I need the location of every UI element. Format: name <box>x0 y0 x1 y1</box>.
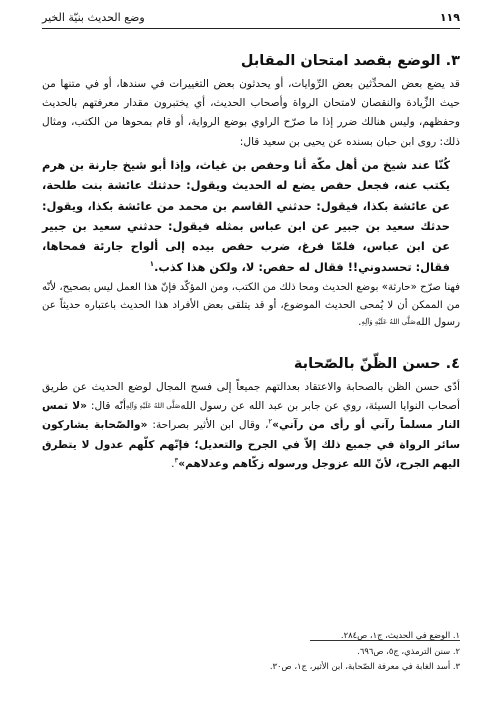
hadith-quote: «لا تمس النار مسلماً رآني أو رأى من رآني» <box>42 400 461 432</box>
section-3-intro-paragraph: قد يضع بعض المحدِّثين بعض الرِّوايات، أو يحدثون بعض التغييرات في سندها، أو في متنها من حيث الزِّيادة والنقصان لامتحان الرواة وأصحاب الحديث، أي يختبرون مقدار معرفتهم بالحديث وحفظهم، وليس هنالك ضرر إذا ما صرّح الراوي بوضع الرواية، أو قام بمحوها من الكتب، ومثال ذلك: روى ابن حبان بسنده عن يحيى بن سعيد قال: <box>42 78 460 148</box>
section-3-closing-paragraph <box>42 279 460 332</box>
running-title: وضع الحديث بنيّة الخير <box>42 11 145 24</box>
section-4-text-3: ، وقال ابن الأثير بصراحة: <box>147 419 269 432</box>
section-4-paragraph <box>42 378 460 474</box>
footnote-ref-1: ١ <box>149 260 155 269</box>
footnotes <box>42 628 460 675</box>
closing-text-end: . <box>358 317 362 329</box>
footnote-ref-3: ٣ <box>174 456 179 465</box>
salawat-honorific-icon-2: صَلَّى اللهُ عَلَيْهِ وَآلِهِ <box>125 401 181 410</box>
book-page <box>42 10 460 692</box>
section-4-heading: ٤. حسن الظّنّ بالصّحابة <box>293 356 460 373</box>
section-4-text-4: . <box>171 457 175 470</box>
salawat-honorific-icon: صَلَّى اللهُ عَلَيْهِ وَآلِهِ <box>361 317 416 326</box>
section-3-heading: ٣. الوضع بقصد امتحان المقابل <box>240 53 460 69</box>
footnote-1: ١. الوضع في الحديث، ج١، ص٢٨٤. <box>340 630 460 640</box>
footnote-2: ٢. سنن الترمذي، ج٥، ص٦٩٦. <box>357 645 460 656</box>
closing-text: فهنا صرّح «حارثة» بوضع الحديث ومحا ذلك من الكتب، ومن المؤكّد فإنّ هذا العمل ليس بصحيح، لأنّه من الممكن أن لا يُمحى الحديث الموضوع، أو قد يتلقى بعض الأفراد هذا الحديث باعتباره حديثاً عن رسول الله <box>42 282 460 329</box>
footnote-3: ٣. أسد الغابة في معرفة الصّحابة، ابن الأثير، ج١، ص٣٠. <box>269 661 460 672</box>
section-4-text-1: أدّى حسن الظن بالصحابة والاعتقاد بعدالتهم جميعاً إلى فسح المجال لوضع الحديث عن طريق أصحاب النوايا السيئة، روي عن جابر بن عبد الله عن رسول الله <box>42 381 460 413</box>
quoted-narration-text: كُنّا عند شيخ من أهل مكّة أنا وحفص بن غياث، وإذا أبو شيخ جارنة بن هرم يكتب عنه، فجعل حفص يضع له الحديث ويقول: حدثتك عائشة بنت طلحة، عن عائشة بكذا، فيقول: حدثني القاسم بن محمد من عائشة بكذا، ويقول: حدثك سعيد بن جبير عن ابن عباس بمثله فيقول: حدثني سعيد بن جبير عن ابن عباس، فلمّا فرغ، ضرب حفص بيده إلى ألواح جارئة فمحاها، فقال: تحسدوني!! فقال له حفص: لا، ولكن هذا كذب. <box>42 157 450 274</box>
ibn-athir-quote: «والصّحابة يشاركون سائر الرواة في جميع ذلك إلاّ في الجرح والتعديل؛ فإنّهم كلّهم عدول لا يتطرق اليهم الجرح، لأنّ الله عزوجل ورسوله زكّاهم وعدلاهم» <box>42 419 460 470</box>
footnote-ref-2: ٢ <box>268 417 273 426</box>
running-header <box>42 10 460 29</box>
page-number: ١١٩ <box>439 11 460 24</box>
section-3-quoted-narration <box>42 155 460 277</box>
section-4-text-2: أنّه قال: <box>87 400 126 413</box>
